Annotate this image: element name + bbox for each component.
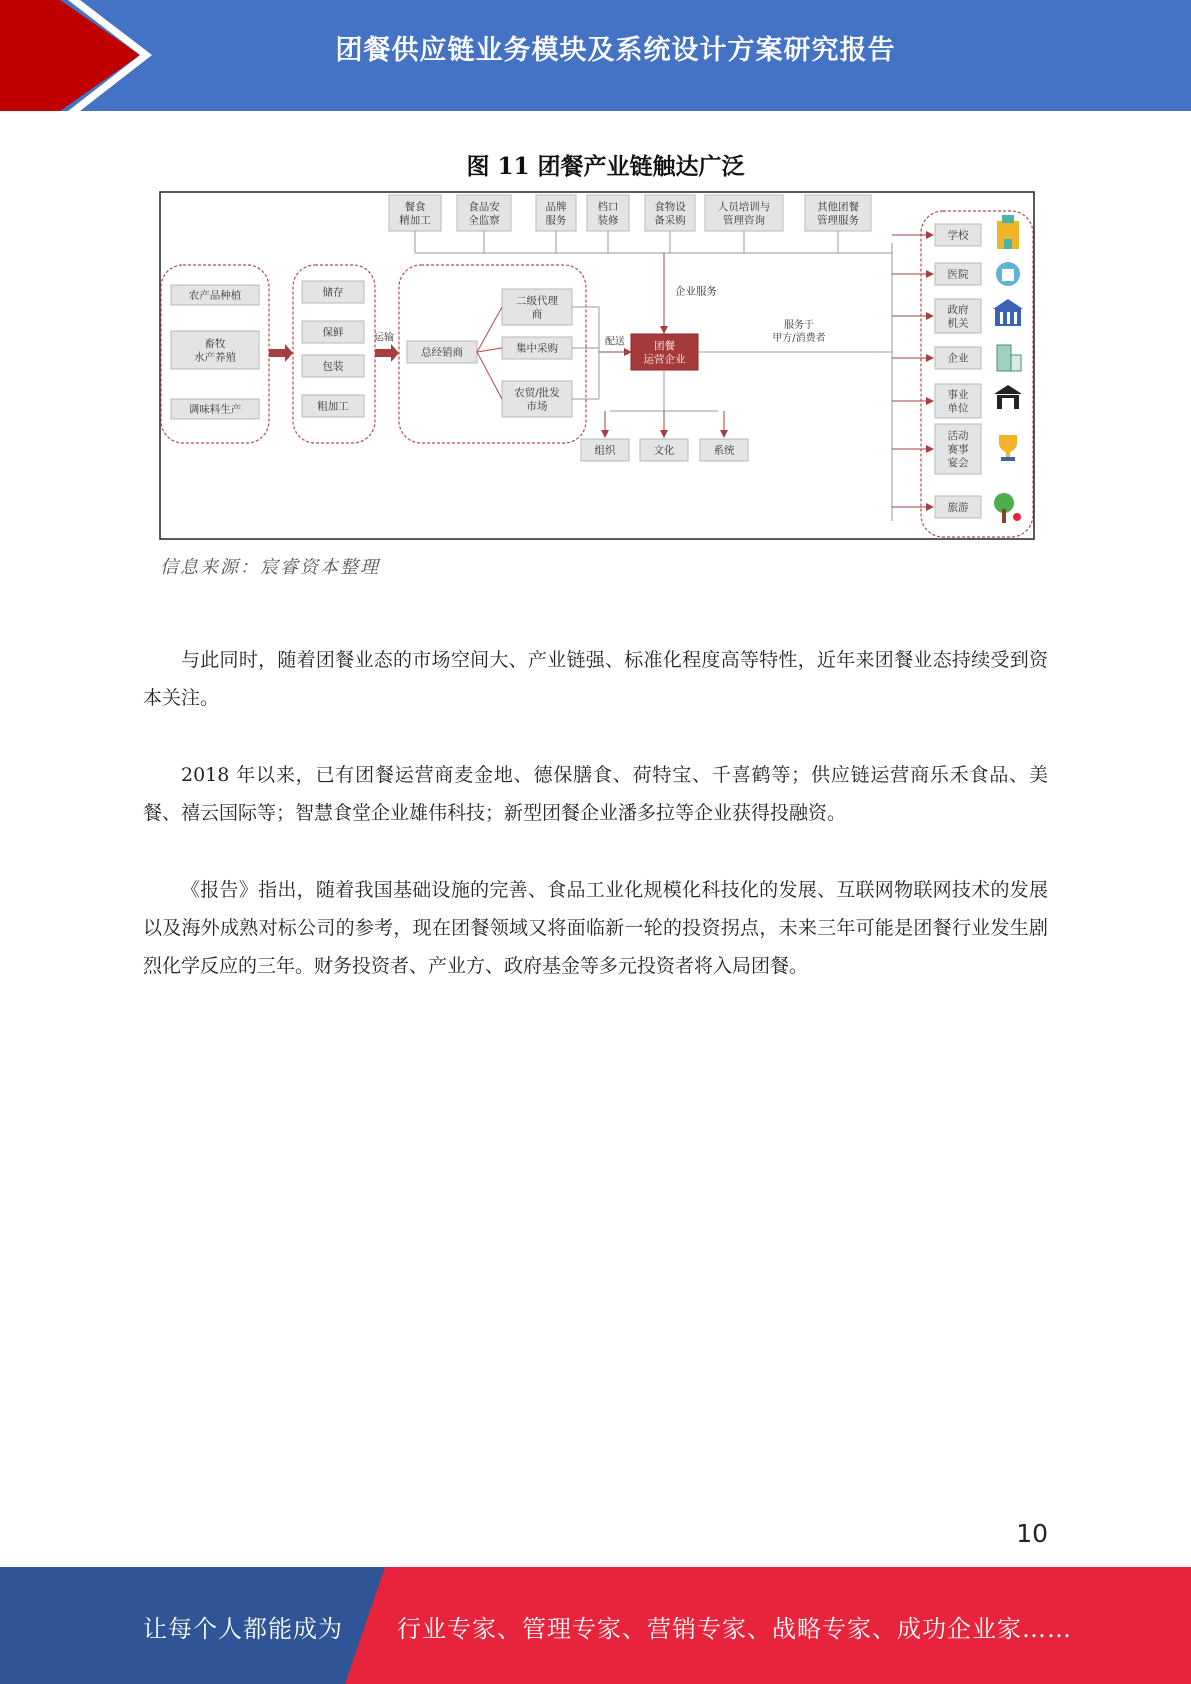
customer-node-6-label: 旅游 bbox=[947, 501, 969, 514]
customer-node-4-label: 事业 bbox=[947, 388, 969, 401]
core-enterprise-label: 运营企业 bbox=[643, 353, 686, 366]
customer-node-1-label: 医院 bbox=[947, 268, 969, 281]
customer-node-3-label: 企业 bbox=[947, 352, 969, 365]
distributor-node-label: 总经销商 bbox=[421, 346, 463, 359]
core-enterprise-label: 团餐 bbox=[654, 339, 675, 352]
footer-slogan-left: 让每个人都能成为 bbox=[143, 1615, 343, 1643]
trophy-icon bbox=[999, 435, 1017, 461]
top-node-3-label: 档口 bbox=[597, 200, 619, 213]
customer-node-5-label: 活动 bbox=[947, 430, 969, 443]
serve-label: 甲方/消费者 bbox=[772, 333, 826, 344]
top-node-0-label: 精加工 bbox=[399, 214, 431, 227]
top-node-0-label: 餐食 bbox=[404, 200, 426, 213]
delivery-label: 配送 bbox=[605, 336, 625, 348]
customer-node-0-label: 学校 bbox=[947, 229, 969, 242]
bottom-node-1-label: 文化 bbox=[653, 444, 675, 457]
paragraph-1: 与此同时，随着团餐业态的市场空间大、产业链强、标准化程度高等特性，近年来团餐业态持续受到资本关注。 bbox=[143, 649, 1048, 709]
top-node-2-label: 服务 bbox=[545, 214, 567, 227]
footer-slogan-right: 行业专家、管理专家、营销专家、战略专家、成功企业家…… bbox=[397, 1615, 1072, 1643]
customer-node-5-label: 宴会 bbox=[947, 457, 969, 470]
top-node-5-label: 人员培训与 bbox=[717, 200, 771, 213]
enterprise-service-label: 企业服务 bbox=[675, 285, 717, 298]
supply-chain-diagram bbox=[159, 191, 1035, 540]
report-title: 团餐供应链业务模块及系统设计方案研究报告 bbox=[335, 35, 896, 66]
top-node-6-label: 管理服务 bbox=[817, 214, 859, 227]
top-node-5-label: 管理咨询 bbox=[723, 214, 765, 227]
upstream-node-0-label: 农产品种植 bbox=[188, 289, 242, 302]
channel-node-2-label: 农贸/批发 bbox=[514, 386, 560, 399]
processing-node-2-label: 包装 bbox=[322, 360, 344, 373]
hospital-icon bbox=[996, 262, 1020, 286]
channel-node-0-label: 二级代理 bbox=[516, 294, 558, 307]
serve-label: 服务于 bbox=[784, 320, 814, 331]
bottom-node-0-label: 组织 bbox=[594, 444, 616, 457]
processing-node-0-label: 储存 bbox=[322, 286, 344, 299]
paragraph-3: 《报告》指出，随着我国基础设施的完善、食品工业化规模化科技化的发展、互联网物联网技术的发展以及海外成熟对标公司的参考，现在团餐领域又将面临新一轮的投资拐点，未来三年可能是团餐行业发生剧烈化学反应的三年。财务投资者、产业方、政府基金等多元投资者将入局团餐。 bbox=[143, 879, 1048, 977]
customer-node-2-label: 政府 bbox=[947, 303, 969, 316]
page-footer bbox=[0, 1567, 1191, 1684]
processing-node-3-label: 粗加工 bbox=[317, 400, 349, 413]
top-node-6-label: 其他团餐 bbox=[817, 200, 859, 213]
diagram-frame bbox=[160, 192, 1034, 539]
top-node-1-label: 全监察 bbox=[468, 214, 500, 227]
bottom-node-2-label: 系统 bbox=[713, 444, 735, 457]
channel-node-1-label: 集中采购 bbox=[516, 342, 558, 355]
figure-title: 图 11 团餐产业链触达广泛 bbox=[466, 153, 745, 180]
top-node-2-label: 品牌 bbox=[545, 200, 567, 213]
transport-label: 运输 bbox=[374, 332, 394, 344]
upstream-node-2-label: 调味料生产 bbox=[188, 403, 242, 416]
top-node-1-label: 食品安 bbox=[468, 200, 500, 213]
upstream-node-1-label: 水产养殖 bbox=[194, 351, 236, 364]
processing-node-1-label: 保鲜 bbox=[322, 326, 344, 339]
figure-source: 信息来源：宸睿资本整理 bbox=[160, 557, 380, 578]
page-number: 10 bbox=[1016, 1519, 1048, 1548]
channel-node-2-label: 市场 bbox=[526, 400, 548, 413]
top-node-4-label: 备采购 bbox=[654, 214, 686, 227]
customer-node-2-label: 机关 bbox=[947, 317, 969, 330]
customer-node-4-label: 单位 bbox=[947, 402, 969, 415]
page-header bbox=[0, 0, 1191, 111]
upstream-node-1-label: 畜牧 bbox=[204, 337, 226, 350]
paragraph-2: 2018 年以来，已有团餐运营商麦金地、德保膳食、荷特宝、千喜鹤等；供应链运营商乐禾食品、美餐、禧云国际等；智慧食堂企业雄伟科技；新型团餐企业潘多拉等企业获得投融资。 bbox=[143, 764, 1048, 824]
top-node-4-label: 食物设 bbox=[654, 200, 686, 213]
channel-node-0-label: 商 bbox=[531, 308, 543, 321]
top-node-3-label: 装修 bbox=[597, 214, 619, 227]
customer-node-5-label: 赛事 bbox=[947, 443, 969, 456]
